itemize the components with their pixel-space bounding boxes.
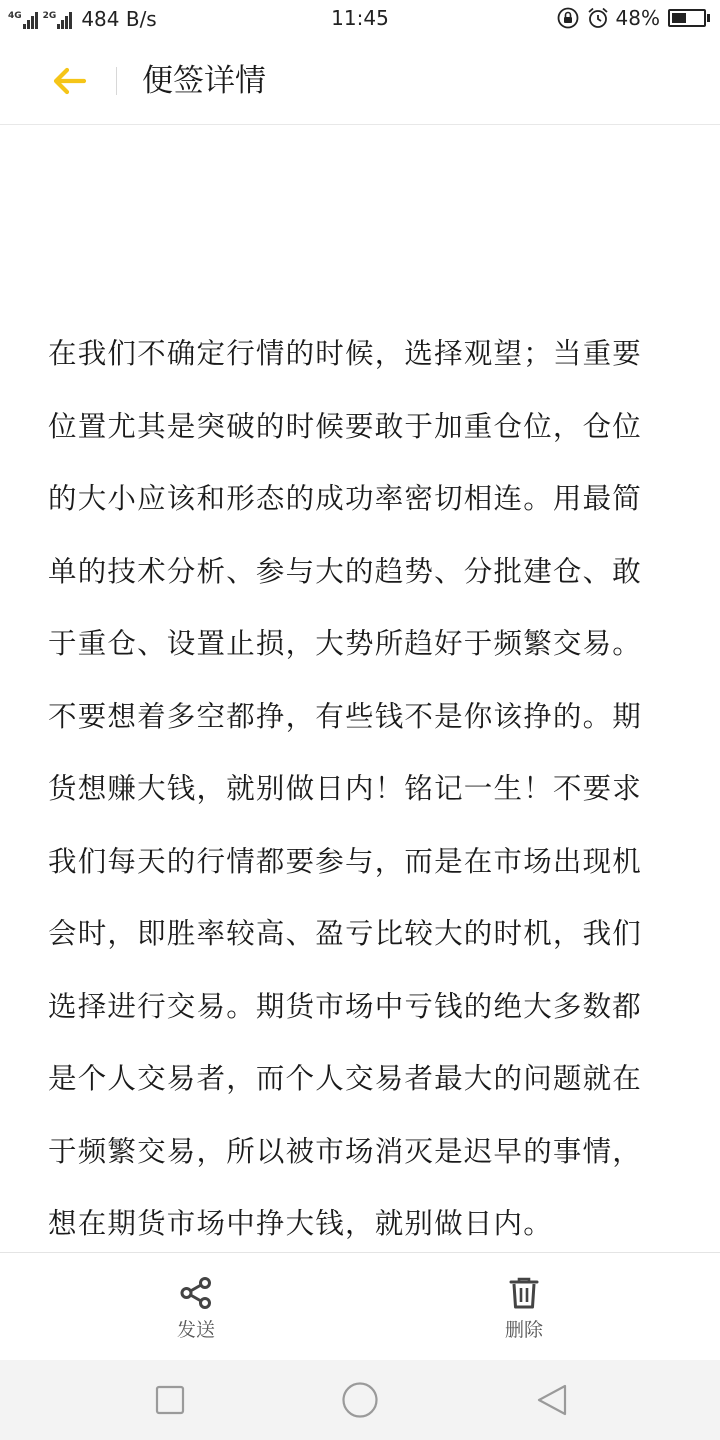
system-nav-bar bbox=[0, 1360, 720, 1440]
header-divider bbox=[116, 67, 117, 95]
circle-home-icon bbox=[341, 1381, 379, 1419]
note-content[interactable]: 在我们不确定行情的时候，选择观望；当重要位置尤其是突破的时候要敢于加重仓位，仓位的大小应该和形态的成功率密切相连。用最简单的技术分析、参与大的趋势、分批建仓、敢于重仓、设置止损，大势所趋好于频繁交易。不要想着多空都挣，有些钱不是你该挣的。期货想赚大钱，就别做日内！铭记一生！不要求我们每天的行情都要参与，而是在市场出现机会时，即胜率较高、盈亏比较大的时机，我们选择进行交易。期货市场中亏钱的绝大多数都是个人交易者，而个人交易者最大的问题就在于频繁交易，所以被市场消灭是迟早的事情，想在期货市场中挣大钱，就别做日内。 bbox=[48, 337, 643, 1240]
battery-cap bbox=[707, 14, 710, 22]
share-icon bbox=[179, 1275, 213, 1311]
delete-label: 删除 bbox=[504, 1319, 543, 1341]
action-bar bbox=[0, 1252, 720, 1361]
network-type-label-secondary: 2G bbox=[42, 11, 57, 21]
back-button[interactable] bbox=[44, 58, 94, 104]
app-header bbox=[0, 38, 720, 125]
recents-button[interactable] bbox=[148, 1378, 192, 1422]
home-button[interactable] bbox=[338, 1378, 382, 1422]
battery-icon bbox=[668, 9, 706, 27]
status-bar-right bbox=[556, 5, 710, 31]
network-speed: 484 B/s bbox=[81, 7, 157, 31]
arrow-left-icon bbox=[51, 66, 87, 96]
battery-percent: 48% bbox=[615, 6, 660, 30]
back-nav-button[interactable] bbox=[530, 1378, 574, 1422]
network-type-label: 4G bbox=[8, 11, 22, 21]
trash-icon bbox=[509, 1275, 539, 1311]
send-button[interactable] bbox=[126, 1253, 266, 1361]
triangle-back-icon bbox=[535, 1383, 569, 1417]
battery-level bbox=[672, 13, 686, 23]
send-label: 发送 bbox=[176, 1319, 215, 1341]
delete-button[interactable] bbox=[454, 1253, 594, 1361]
page-title: 便签详情 bbox=[142, 63, 266, 99]
status-time: 11:45 bbox=[331, 6, 389, 30]
status-bar bbox=[0, 0, 720, 38]
alarm-icon bbox=[586, 6, 610, 30]
lock-rotation-icon bbox=[556, 6, 580, 30]
square-recents-icon bbox=[155, 1385, 185, 1415]
